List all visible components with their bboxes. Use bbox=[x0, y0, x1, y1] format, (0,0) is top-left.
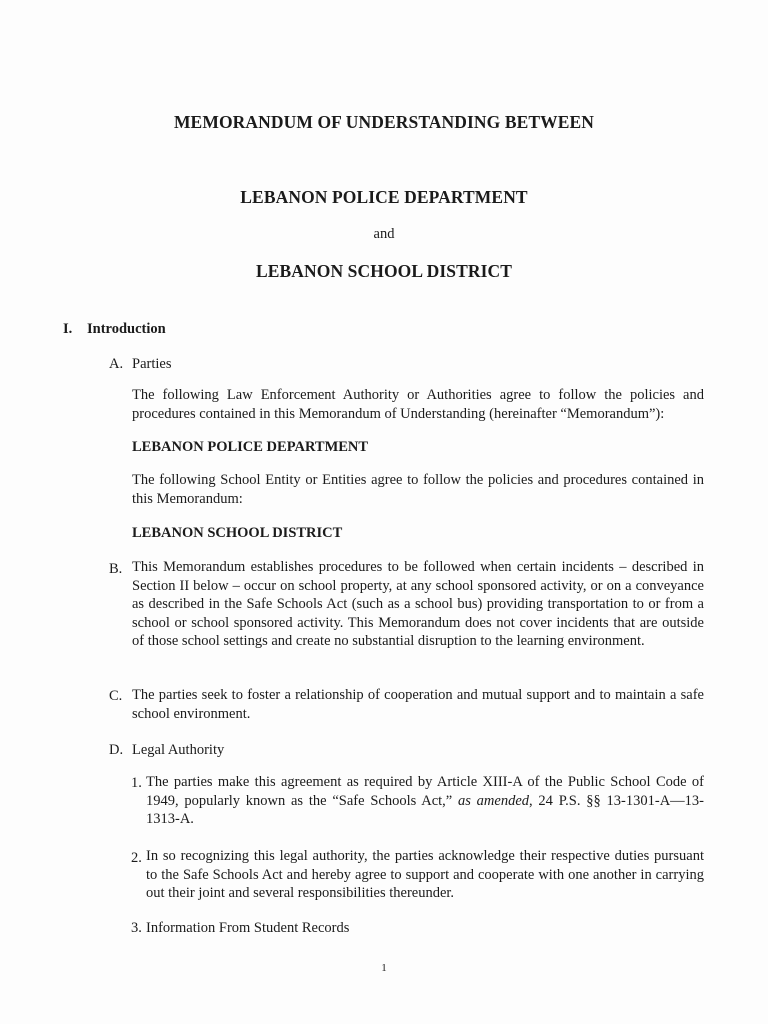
page-number: 1 bbox=[381, 962, 387, 974]
item-d-marker: D. bbox=[109, 742, 124, 758]
section-heading: Introduction bbox=[87, 321, 166, 337]
sub-item-2-text: In so recognizing this legal authority, the parties acknowledge their respective duties pursuant to the Safe Schools Act and hereby agree to support and cooperate with one another in carrying out their joint and several responsibilities thereunder. bbox=[146, 848, 704, 901]
parties-paragraph-2: The following School Entity or Entities agree to follow the policies and procedures contained in this Memorandum: bbox=[132, 472, 704, 507]
section-number: I. bbox=[63, 321, 73, 337]
party-two-heading: LEBANON SCHOOL DISTRICT bbox=[255, 261, 513, 281]
item-c-text: The parties seek to foster a relationship of cooperation and mutual support and to maintain a safe school environment. bbox=[132, 687, 704, 722]
item-a-marker: A. bbox=[109, 356, 124, 372]
item-a-label: Parties bbox=[132, 356, 172, 372]
school-entity: LEBANON SCHOOL DISTRICT bbox=[132, 525, 343, 541]
sub-item-1-text bbox=[146, 773, 704, 829]
parties-paragraph-1: The following Law Enforcement Authority or Authorities agree to follow the policies and procedures contained in this Memorandum of Understanding (hereinafter “Memorandum”): bbox=[132, 387, 704, 422]
sub-item-3-marker: 3. bbox=[131, 920, 142, 936]
item-c-marker: C. bbox=[109, 688, 123, 704]
item-d-label: Legal Authority bbox=[132, 742, 225, 758]
memo-title: MEMORANDUM OF UNDERSTANDING BETWEEN bbox=[173, 112, 595, 132]
item-b-text: This Memorandum establishes procedures to be followed when certain incidents – described in Section II below – occur on school property, at any school sponsored activity, or on a conveyance as described in the Safe Schools Act (such as a school bus) providing transportation to or from a school or school sponsored activity. This Memorandum does not cover incidents that are outside of those school settings and create no substantial disruption to the learning environment. bbox=[132, 559, 704, 649]
sub-item-2-marker: 2. bbox=[131, 850, 142, 866]
sub-item-1-marker: 1. bbox=[131, 775, 142, 791]
item-b-marker: B. bbox=[109, 561, 123, 577]
law-enforcement-authority: LEBANON POLICE DEPARTMENT bbox=[132, 439, 369, 455]
sub-item-1-text-before: The parties make this agreement as required by Article XIII-A of the Public School Code of 1949, popularly known as the “Safe Schools Act,” bbox=[146, 774, 704, 809]
sub-item-3-label: Information From Student Records bbox=[146, 920, 350, 936]
sub-item-1-italic: as amended bbox=[458, 792, 530, 809]
party-one-heading: LEBANON POLICE DEPARTMENT bbox=[240, 187, 528, 207]
sub-item-1-text-after: , 24 P.S. §§ 13-1301-A—13-1313-A. bbox=[146, 792, 704, 827]
and-connector: and bbox=[373, 226, 395, 242]
